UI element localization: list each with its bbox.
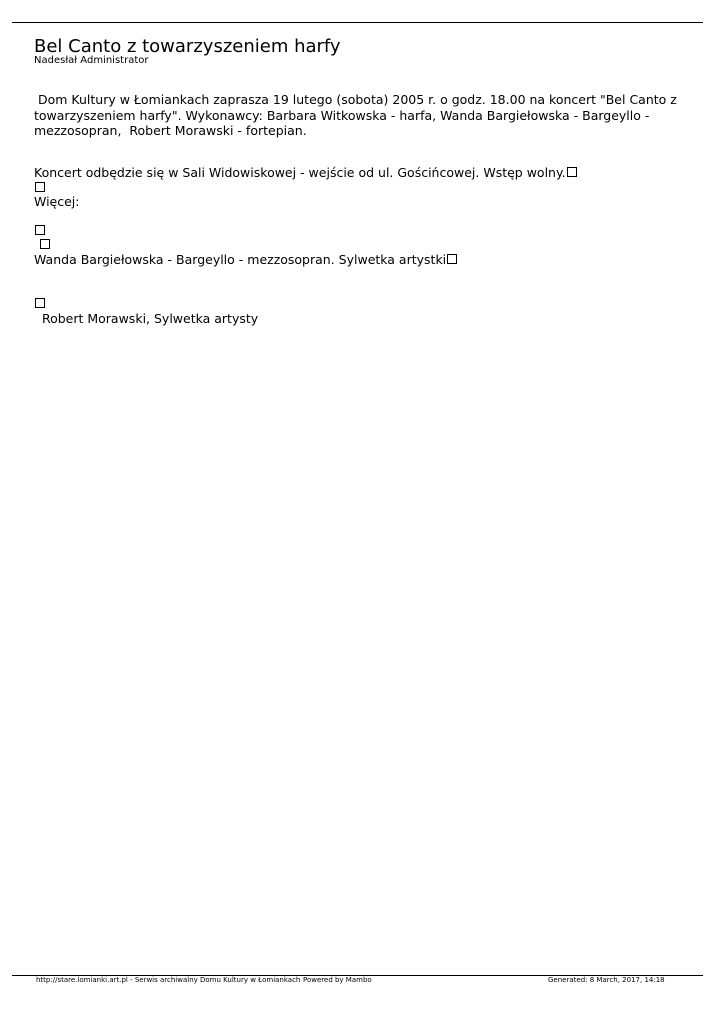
header-divider	[12, 22, 703, 23]
missing-image-icon	[447, 254, 457, 264]
footer-generated-date: Generated: 8 March, 2017, 14:18	[548, 976, 665, 984]
article-author: Nadesłał Administrator	[34, 55, 149, 66]
missing-image-icon[interactable]	[40, 239, 50, 249]
link-wanda[interactable]: Wanda Bargiełowska - Bargeyllo - mezzosopran. Sylwetka artystki	[34, 252, 447, 267]
image-placeholder-row	[34, 296, 45, 312]
more-label: Więcej:	[34, 194, 80, 209]
missing-image-icon[interactable]	[35, 225, 45, 235]
link-wanda-row	[34, 252, 457, 268]
footer-site-url: http://stare.lomianki.art.pl - Serwis archiwalny Domu Kultury w Łomiankach	[36, 976, 301, 984]
intro-line: Dom Kultury w Łomiankach zaprasza 19 lutego (sobota) 2005 r. o godz. 18.00 na koncert "Bel Canto z	[34, 92, 677, 107]
missing-image-icon	[35, 182, 45, 192]
venue-text: Koncert odbędzie się w Sali Widowiskowej - wejście od ul. Gościńcowej. Wstęp wolny.	[34, 165, 566, 180]
article-intro	[34, 92, 694, 139]
image-placeholder-row	[34, 237, 50, 253]
missing-image-icon[interactable]	[35, 298, 45, 308]
intro-line: mezzosopran, Robert Morawski - fortepian.	[34, 123, 307, 138]
venue-paragraph	[34, 165, 577, 181]
missing-image-icon	[567, 167, 577, 177]
article-title: Bel Canto z towarzyszeniem harfy	[34, 36, 341, 57]
link-robert[interactable]: Robert Morawski, Sylwetka artysty	[34, 311, 259, 326]
footer-powered-by: Powered by Mambo	[303, 976, 372, 984]
intro-line: towarzyszeniem harfy". Wykonawcy: Barbara Witkowska - harfa, Wanda Bargiełowska - Bargeyllo -	[34, 107, 650, 123]
